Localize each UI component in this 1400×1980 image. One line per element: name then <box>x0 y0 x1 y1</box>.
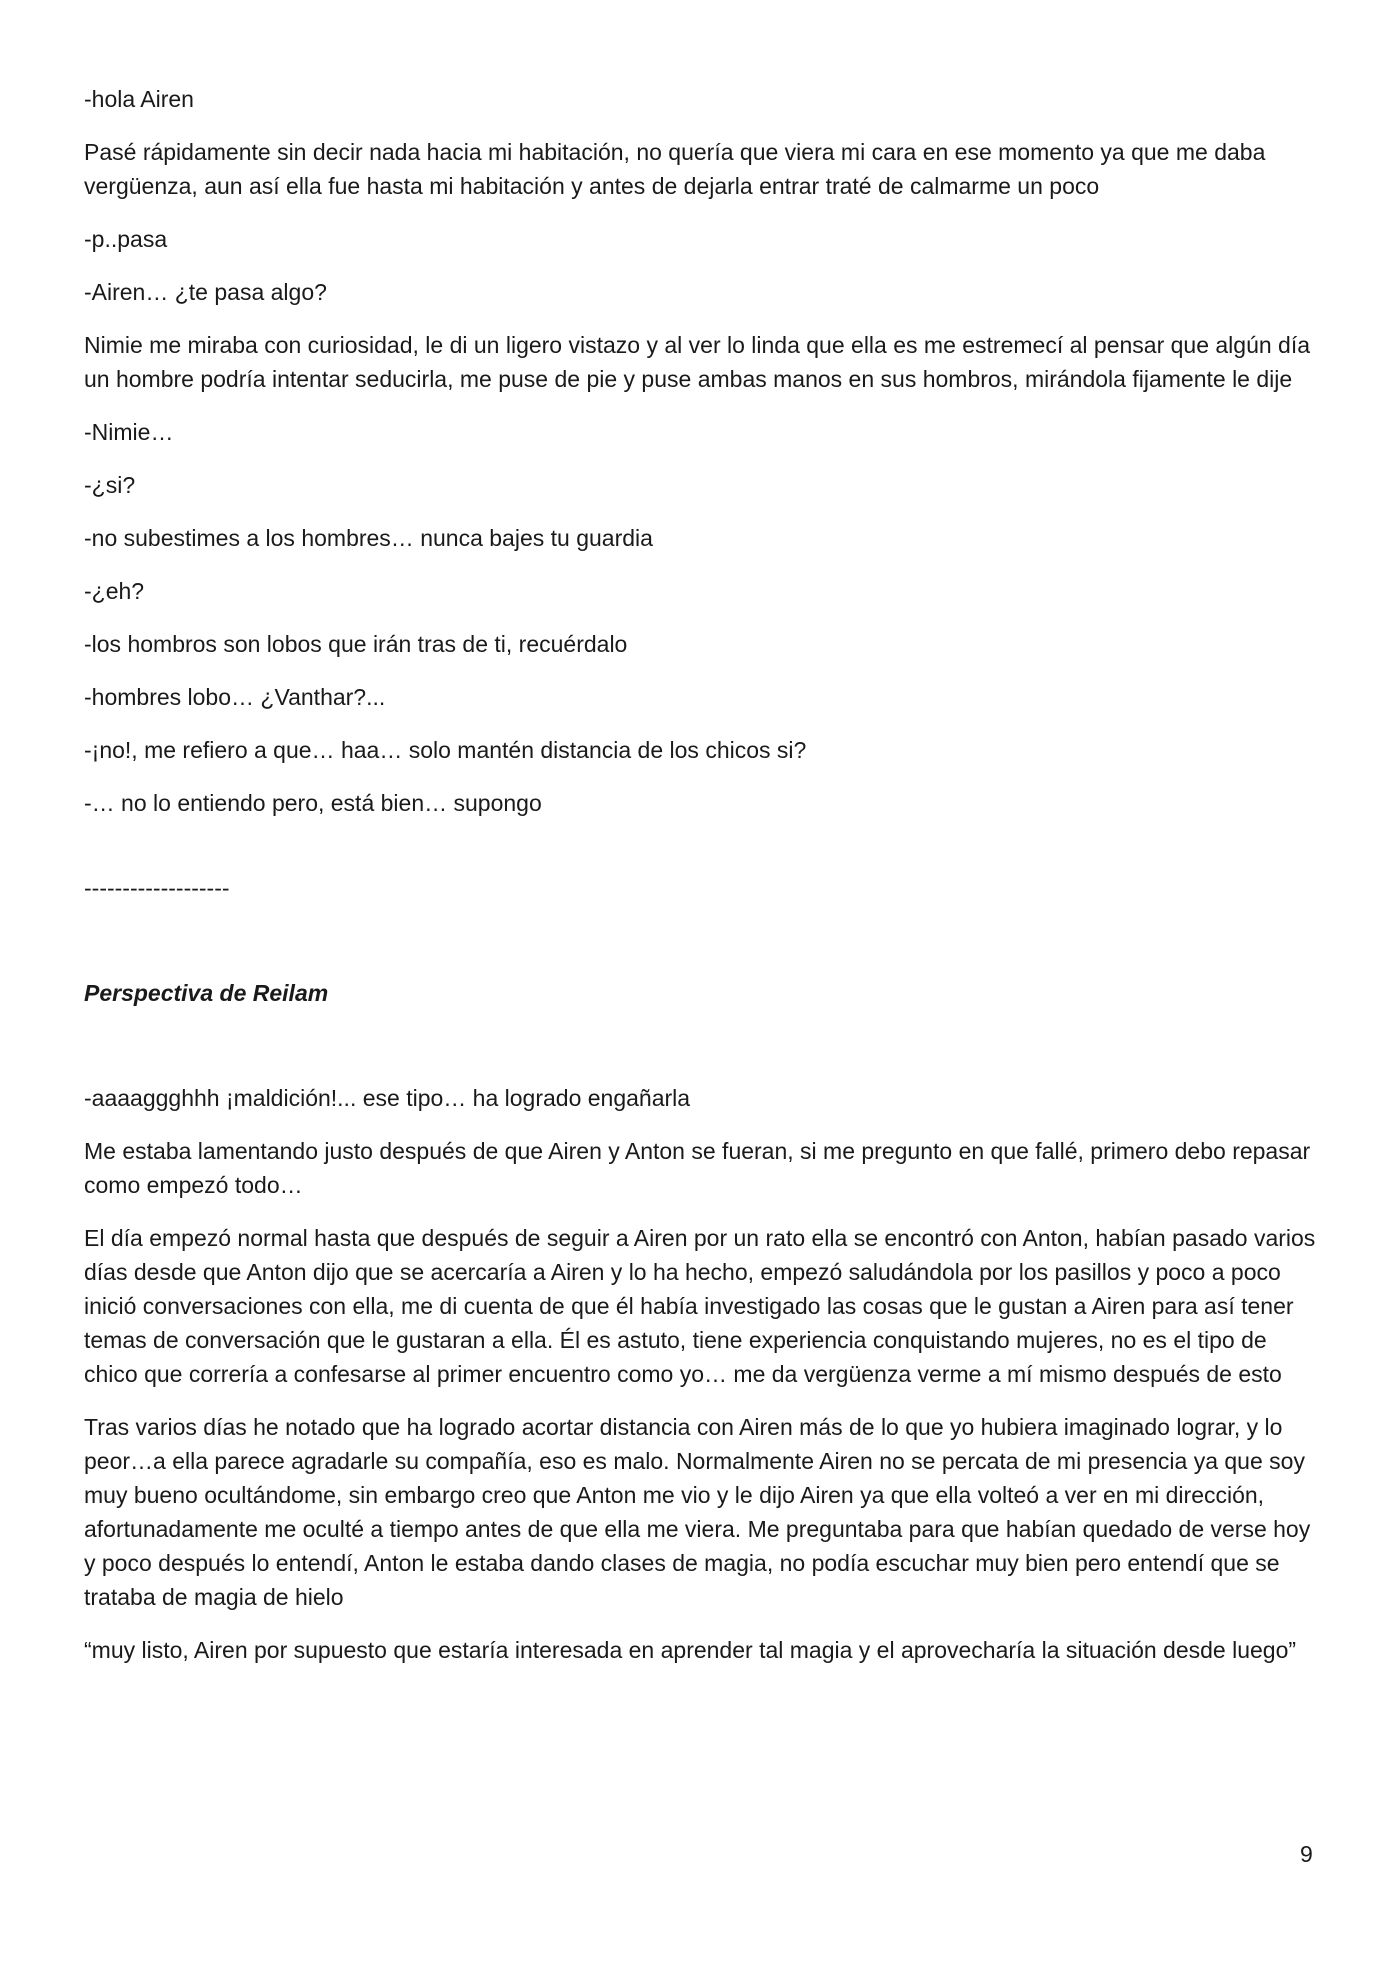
section-separator: ------------------- <box>84 875 230 901</box>
paragraph: Pasé rápidamente sin decir nada hacia mi habitación, no quería que viera mi cara en ese momento ya que me daba vergüenza, aun así ella fue hasta mi habitación y antes de dejarla entrar traté de calmarme un poco <box>84 139 1266 199</box>
paragraph: -¿si? <box>84 472 136 498</box>
paragraph: -hola Airen <box>84 86 194 112</box>
document-body <box>84 82 1324 1686</box>
paragraph: Me estaba lamentando justo después de que Airen y Anton se fueran, si me pregunto en que fallé, primero debo repasar como empezó todo… <box>84 1138 1311 1198</box>
paragraph: Nimie me miraba con curiosidad, le di un ligero vistazo y al ver lo linda que ella es me estremecí al pensar que algún día un hombre podría intentar seducirla, me puse de pie y puse ambas manos en sus hombros, mirándola fijamente le dije <box>84 332 1311 392</box>
paragraph: -p..pasa <box>84 226 168 252</box>
paragraph: -los hombros son lobos que irán tras de ti, recuérdalo <box>84 631 628 657</box>
section-heading: Perspectiva de Reilam <box>84 980 329 1006</box>
paragraph: El día empezó normal hasta que después de seguir a Airen por un rato ella se encontró con Anton, habían pasado varios días desde que Anton dijo que se acercaría a Airen y lo ha hecho, empezó saludándola por los pasillos y poco a poco inició conversaciones con ella, me di cuenta de que él había investigado las cosas que le gustan a Airen para así tener temas de conversación que le gustaran a ella. Él es astuto, tiene experiencia conquistando mujeres, no es el tipo de chico que correría a confesarse al primer encuentro como yo… me da vergüenza verme a mí mismo después de esto <box>84 1225 1316 1387</box>
paragraph: -Nimie… <box>84 419 174 445</box>
paragraph: -Airen… ¿te pasa algo? <box>84 279 327 305</box>
page-number: 9 <box>1300 1841 1313 1867</box>
paragraph: “muy listo, Airen por supuesto que estaría interesada en aprender tal magia y el aprovecharía la situación desde luego” <box>84 1637 1297 1663</box>
paragraph: -hombres lobo… ¿Vanthar?... <box>84 684 386 710</box>
paragraph: -¿eh? <box>84 578 145 604</box>
paragraph: -¡no!, me refiero a que… haa… solo mantén distancia de los chicos si? <box>84 737 807 763</box>
paragraph: -aaaaggghhh ¡maldición!... ese tipo… ha logrado engañarla <box>84 1085 691 1111</box>
paragraph: -… no lo entiendo pero, está bien… supongo <box>84 790 542 816</box>
paragraph: -no subestimes a los hombres… nunca bajes tu guardia <box>84 525 653 551</box>
paragraph: Tras varios días he notado que ha logrado acortar distancia con Airen más de lo que yo hubiera imaginado lograr, y lo peor…a ella parece agradarle su compañía, eso es malo. Normalmente Airen no se percata de mi presencia ya que soy muy bueno ocultándome, sin embargo creo que Anton me vio y le dijo Airen ya que ella volteó a ver en mi dirección, afortunadamente me oculté a tiempo antes de que ella me viera. Me preguntaba para que habían quedado de verse hoy y poco después lo entendí, Anton le estaba dando clases de magia, no podía escuchar muy bien pero entendí que se trataba de magia de hielo <box>84 1414 1311 1610</box>
